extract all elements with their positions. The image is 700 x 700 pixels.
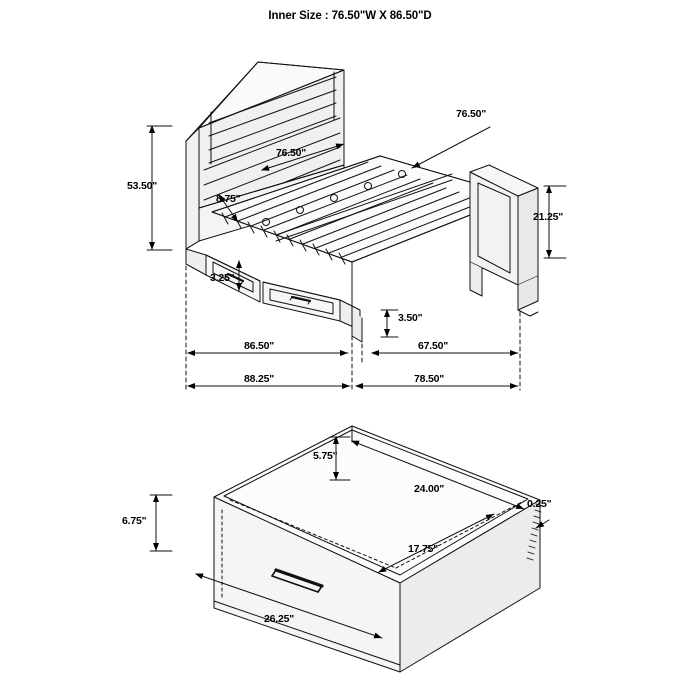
dim-side-thickness: 0.25" [527,498,552,510]
dim-rail-height: 8.75" [216,193,241,205]
dim-right-depth: 67.50" [418,340,449,352]
dim-inner-width: 24.00" [414,483,445,495]
dim-footboard-height: 21.25" [533,211,564,223]
dim-drawer-face-height: 3.25" [210,272,235,284]
dim-outer-width: 26.25" [264,613,295,625]
dim-headboard-height: 53.50" [127,180,158,192]
page-title: Inner Size : 76.50"W X 86.50"D [268,10,432,22]
dim-left-depth: 86.50" [244,340,275,352]
dim-overall-depth-right: 78.50" [414,373,445,385]
dim-slat-width-right: 76.50" [456,108,487,120]
dim-slat-width-top: 76.50" [276,147,307,159]
dim-back-height: 5.75" [313,450,338,462]
dim-inner-depth: 17.75" [408,543,439,555]
dim-overall-depth-left: 88.25" [244,373,275,385]
dim-outer-height: 6.75" [122,515,147,527]
dim-clearance: 3.50" [398,312,423,324]
